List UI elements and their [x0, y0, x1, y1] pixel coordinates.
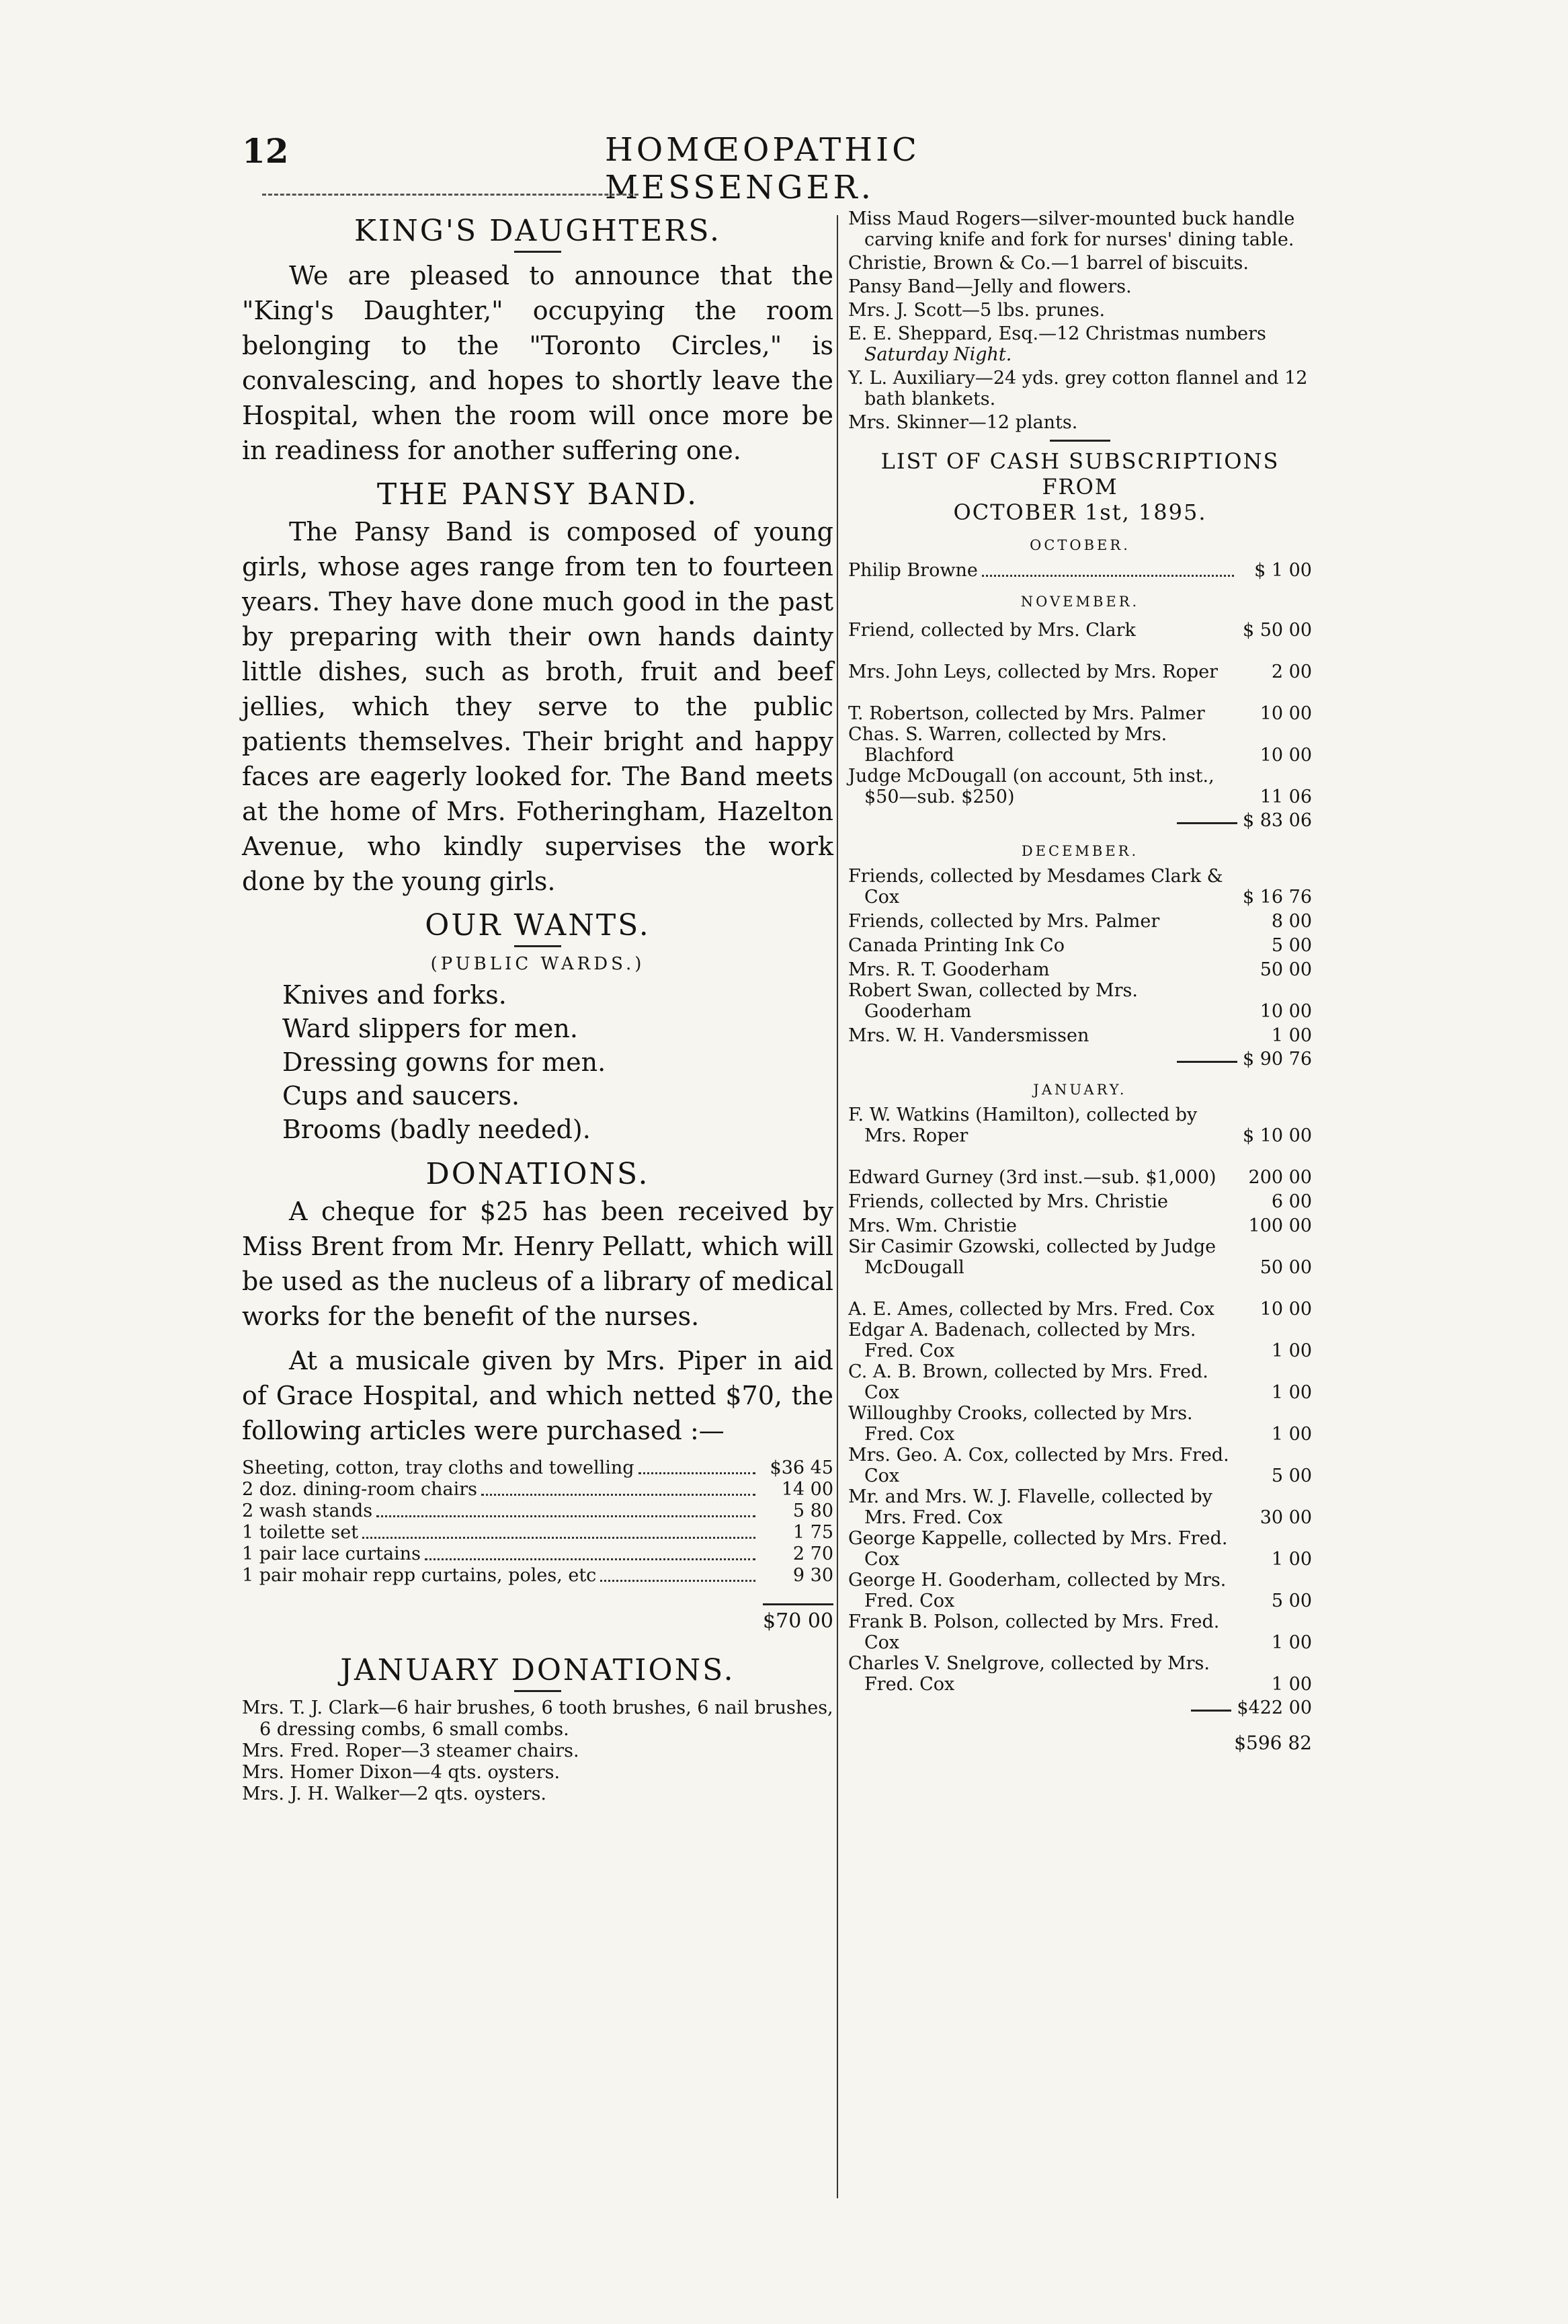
section-title: DONATIONS.	[425, 1157, 650, 1191]
ledger-amount: 5 80	[792, 1500, 833, 1521]
subscription-amount: 200 00	[1248, 1167, 1312, 1188]
dot-leader	[600, 1580, 755, 1582]
total-rule	[1177, 1049, 1237, 1063]
subscriber-name: Mrs. Wm. Christie	[848, 1215, 1018, 1236]
month-total	[848, 810, 1312, 831]
section-title: OUR WANTS.	[425, 908, 651, 943]
section-title: THE PANSY BAND.	[376, 477, 699, 512]
donation-entry: Mrs. Skinner—12 plants.	[848, 412, 1078, 433]
subscriber-name: Friends, collected by Mesdames Clark & Cox	[848, 866, 1223, 908]
subscription-row	[848, 980, 1312, 1022]
list-item: Knives and forks.	[282, 980, 507, 1010]
subscription-row	[848, 1486, 1312, 1528]
subscriber-name: Friends, collected by Mrs. Christie	[848, 1191, 1168, 1212]
subscriber-name: Willoughby Crooks, collected by Mrs. Fred. Cox	[848, 1403, 1193, 1445]
subscriptions-section	[848, 448, 1312, 1754]
subscription-row	[848, 1403, 1312, 1445]
subscriber-name: George H. Gooderham, collected by Mrs. Fred. Cox	[848, 1570, 1227, 1611]
section-title: KING'S DAUGHTERS.	[354, 214, 721, 248]
dot-leader	[425, 1558, 755, 1560]
article-body: We are pleased to announce that the "King's Daughter," occupying the room belonging to the "Toronto Circles," is convalescing, and hopes to shortly leave the Hospital, when the room will once more be in readiness for another suffering one.	[242, 261, 833, 465]
ledger-item: 2 wash stands	[242, 1500, 373, 1521]
subscription-amount: 100 00	[1248, 1215, 1312, 1236]
our-wants-section	[242, 908, 833, 1146]
subscription-row	[848, 616, 1312, 641]
subscription-row	[848, 1022, 1312, 1046]
subscriber-name: F. W. Watkins (Hamilton), collected by Mrs. Roper	[848, 1105, 1198, 1146]
header-rule	[262, 194, 638, 196]
subscription-amount: 1 00	[1271, 1632, 1312, 1653]
subscription-row	[848, 932, 1312, 956]
total-amount: $70 00	[763, 1603, 833, 1633]
subscription-amount: 30 00	[1260, 1507, 1312, 1528]
subscriber-name: C. A. B. Brown, collected by Mrs. Fred. Cox	[848, 1361, 1208, 1403]
subscription-row	[848, 560, 1312, 582]
subscription-row	[848, 956, 1312, 980]
total-amount: $422 00	[1237, 1697, 1312, 1718]
subscription-row	[848, 724, 1312, 766]
article-body: A cheque for $25 has been received by Miss Brent from Mr. Henry Pellatt, which will be used as the nucleus of a library of medical works for the benefit of the nurses.	[242, 1197, 833, 1331]
ledger-amount: 1 75	[792, 1522, 833, 1543]
running-title: HOMŒOPATHIC MESSENGER.	[605, 131, 920, 206]
list-item: Ward slippers for men.	[282, 1014, 578, 1043]
subscriber-name: Sir Casimir Gzowski, collected by Judge McDougall	[848, 1236, 1216, 1278]
subscription-amount: 1 00	[1271, 1424, 1312, 1445]
donation-entry: Christie, Brown & Co.—1 barrel of biscuits.	[848, 253, 1249, 274]
subscription-row	[848, 908, 1312, 932]
subscription-row	[848, 866, 1312, 908]
donation-entry: Pansy Band—Jelly and flowers.	[848, 276, 1132, 297]
subscriber-name: George Kappelle, collected by Mrs. Fred. Cox	[848, 1528, 1228, 1570]
total-rule	[1177, 810, 1237, 824]
subscription-amount: 1 00	[1271, 1340, 1312, 1361]
page-number: 12	[242, 131, 289, 171]
subscription-amount: 10 00	[1260, 745, 1312, 766]
subscription-row	[848, 1188, 1312, 1212]
subscription-amount: 1 00	[1271, 1549, 1312, 1570]
list-title-line: LIST OF CASH SUBSCRIPTIONS FROM	[880, 448, 1280, 499]
subscriber-name: Chas. S. Warren, collected by Mrs. Blachford	[848, 724, 1167, 766]
section-subtitle: (PUBLIC WARDS.)	[430, 954, 645, 974]
section-rule	[514, 251, 561, 253]
ledger-row	[242, 1500, 833, 1522]
subscription-amount: 11 06	[1260, 787, 1312, 807]
page-header	[242, 131, 1196, 206]
month-label: JANUARY.	[1033, 1082, 1127, 1098]
list-title-line: OCTOBER 1st, 1895.	[953, 499, 1207, 525]
subscriber-name: Mrs. W. H. Vandersmissen	[848, 1025, 1089, 1046]
subscriber-name: Edgar A. Badenach, collected by Mrs. Fred. Cox	[848, 1320, 1196, 1361]
list-item: Dressing gowns for men.	[282, 1047, 606, 1077]
subscriber-name: Canada Printing Ink Co	[848, 935, 1065, 956]
donation-text: E. E. Sheppard, Esq.—12 Christmas numbers	[848, 323, 1266, 344]
subscription-row	[848, 641, 1312, 682]
donation-entry: Mrs. Homer Dixon—4 qts. oysters.	[242, 1762, 561, 1783]
donation-entry: Mrs. Fred. Roper—3 steamer chairs.	[242, 1740, 579, 1761]
purchase-ledger	[242, 1457, 833, 1587]
left-column	[242, 208, 833, 1805]
subscription-amount: 2 00	[1271, 662, 1312, 682]
list-item: Brooms (badly needed).	[282, 1115, 591, 1144]
subscription-row	[848, 1278, 1312, 1320]
subscription-row	[848, 1653, 1312, 1695]
subscription-amount: 1 00	[1271, 1025, 1312, 1046]
subscriber-name: Philip Browne	[848, 560, 978, 581]
ledger-amount: 14 00	[781, 1479, 833, 1500]
section-rule	[514, 945, 561, 947]
ledger-item: 2 doz. dining-room chairs	[242, 1479, 478, 1500]
month-label: DECEMBER.	[1021, 843, 1139, 859]
section-rule	[1050, 440, 1110, 442]
dot-leader	[638, 1472, 755, 1474]
right-column	[848, 208, 1312, 1754]
subscription-amount: 50 00	[1260, 959, 1312, 980]
dot-leader	[376, 1515, 755, 1517]
subscription-row	[848, 1212, 1312, 1236]
list-title	[848, 448, 1312, 525]
dot-leader	[481, 1494, 755, 1496]
subscription-amount: $ 10 00	[1242, 1125, 1312, 1146]
subscriber-name: Mrs. Geo. A. Cox, collected by Mrs. Fred. Cox	[848, 1445, 1229, 1486]
purchase-total	[242, 1609, 833, 1633]
ledger-row	[242, 1544, 833, 1565]
subscription-amount: 10 00	[1260, 1299, 1312, 1320]
donations-continued	[848, 208, 1312, 433]
subscription-row	[848, 1320, 1312, 1361]
subscription-amount: 8 00	[1271, 911, 1312, 932]
subscription-row	[848, 1361, 1312, 1403]
subscriber-name: Robert Swan, collected by Mrs. Gooderham	[848, 980, 1138, 1022]
subscription-row	[848, 1528, 1312, 1570]
ledger-amount: 2 70	[792, 1544, 833, 1564]
publication-title: Saturday Night.	[864, 344, 1012, 365]
ledger-amount: 9 30	[792, 1565, 833, 1586]
ledger-row	[242, 1522, 833, 1544]
wants-list	[282, 978, 833, 1146]
ledger-item: Sheeting, cotton, tray cloths and towelling	[242, 1457, 634, 1478]
subscriber-name: Charles V. Snelgrove, collected by Mrs. Fred. Cox	[848, 1653, 1210, 1695]
subscriber-name: T. Robertson, collected by Mrs. Palmer	[848, 703, 1205, 724]
ledger-item: 1 pair mohair repp curtains, poles, etc	[242, 1565, 597, 1586]
subscription-amount: $ 1 00	[1254, 560, 1312, 581]
total-amount: $ 90 76	[1242, 1049, 1312, 1070]
donation-entry: Miss Maud Rogers—silver-mounted buck handle carving knife and fork for nurses' dining table.	[848, 208, 1295, 250]
subscription-amount: 1 00	[1271, 1382, 1312, 1403]
donation-entry: Y. L. Auxiliary—24 yds. grey cotton flannel and 12 bath blankets.	[848, 368, 1308, 409]
subscription-amount: $ 16 76	[1242, 887, 1312, 908]
subscription-amount: 50 00	[1260, 1257, 1312, 1278]
subscription-amount: $ 50 00	[1242, 620, 1312, 641]
ledger-item: 1 pair lace curtains	[242, 1544, 421, 1564]
total-amount: $ 83 06	[1242, 810, 1312, 831]
donation-entry: Mrs. J. Scott—5 lbs. prunes.	[848, 300, 1106, 321]
subscription-amount: 5 00	[1271, 1466, 1312, 1486]
subscription-amount: 10 00	[1260, 1001, 1312, 1022]
donations-section	[242, 1157, 833, 1633]
subscription-row	[848, 1445, 1312, 1486]
month-total	[848, 1697, 1312, 1718]
month-label: NOVEMBER.	[1020, 594, 1140, 610]
grand-total: $596 82	[1234, 1732, 1312, 1754]
subscription-row	[848, 1611, 1312, 1653]
section-rule	[514, 1690, 561, 1692]
total-rule	[1191, 1697, 1231, 1712]
subscription-amount: 10 00	[1260, 703, 1312, 724]
kings-daughters-section	[242, 214, 833, 468]
subscription-row	[848, 1105, 1312, 1146]
donation-entry	[848, 323, 1312, 365]
subscriber-name: Judge McDougall (on account, 5th inst., $50—sub. $250)	[848, 766, 1214, 807]
subscription-row	[848, 766, 1312, 807]
subscription-amount: 6 00	[1271, 1191, 1312, 1212]
subscriber-name: Mr. and Mrs. W. J. Flavelle, collected by Mrs. Fred. Cox	[848, 1486, 1212, 1528]
subscriber-name: Mrs. R. T. Gooderham	[848, 959, 1050, 980]
subscription-row	[848, 1570, 1312, 1611]
subscription-amount: 5 00	[1271, 1591, 1312, 1611]
ledger-row	[242, 1457, 833, 1479]
ledger-row	[242, 1479, 833, 1500]
dot-leader	[982, 575, 1234, 577]
ledger-amount: $36 45	[770, 1457, 833, 1478]
month-label: OCTOBER.	[1030, 537, 1130, 553]
subscription-row	[848, 1236, 1312, 1278]
subscriber-name: Mrs. John Leys, collected by Mrs. Roper	[848, 662, 1219, 682]
january-donations-section	[242, 1653, 833, 1805]
pansy-band-section	[242, 477, 833, 899]
subscription-amount: 1 00	[1271, 1674, 1312, 1695]
month-total	[848, 1049, 1312, 1070]
subscriber-name: A. E. Ames, collected by Mrs. Fred. Cox	[848, 1299, 1214, 1320]
article-body: The Pansy Band is composed of young girls, whose ages range from ten to fourteen years. They have done much good in the past by preparing with their own hands dainty little dishes, such as broth, fruit and beef jellies, which they serve to the public patients themselves. Their bright and happy faces are eagerly looked for. The Band meets at the home of Mrs. Fotheringham, Hazelton Avenue, who kindly supervises the work done by the young girls.	[242, 517, 833, 896]
section-title: JANUARY DONATIONS.	[340, 1653, 735, 1687]
list-item: Cups and saucers.	[282, 1081, 520, 1111]
ledger-item: 1 toilette set	[242, 1522, 359, 1543]
subscriber-name: Friends, collected by Mrs. Palmer	[848, 911, 1160, 932]
subscriber-name: Edward Gurney (3rd inst.—sub. $1,000)	[848, 1167, 1216, 1188]
subscription-amount: 5 00	[1271, 935, 1312, 956]
subscription-row	[848, 1146, 1312, 1188]
subscriber-name: Frank B. Polson, collected by Mrs. Fred. Cox	[848, 1611, 1220, 1653]
donation-entry: Mrs. T. J. Clark—6 hair brushes, 6 tooth brushes, 6 nail brushes, 6 dressing combs, 6 small combs.	[242, 1697, 833, 1740]
subscription-row	[848, 682, 1312, 724]
article-body: At a musicale given by Mrs. Piper in aid of Grace Hospital, and which netted $70, the following articles were purchased :—	[242, 1346, 833, 1445]
subscriber-name: Friend, collected by Mrs. Clark	[848, 620, 1136, 641]
dot-leader	[362, 1537, 755, 1539]
ledger-row	[242, 1565, 833, 1587]
column-divider	[837, 215, 838, 2198]
donation-entry: Mrs. J. H. Walker—2 qts. oysters.	[242, 1784, 547, 1804]
